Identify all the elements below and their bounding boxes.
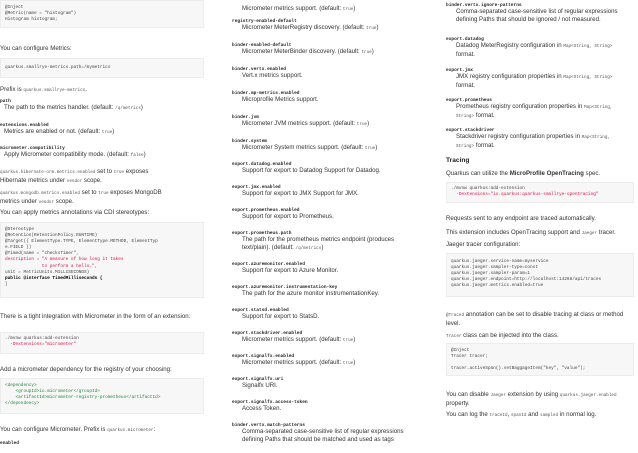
config-entry: export.stackdriver.enabled Micrometer metrics support. (default: true) [232,331,356,343]
config-entry: export.signalfx.access-token Access Token. [232,400,308,412]
config-entry: binder.mp-metrics.enabled Microprofile Metrics support. [232,91,319,103]
code-block-micrometer-extension: ./mvnw quarkus:add-extension -Dextensions="micrometer" [0,332,204,354]
code-block-jaeger-config: quarkus.jaeger.service-name=myservice quarkus.jaeger.sampler-type=const quarkus.jaeger.sampler-param=1 quarkus.jaeger.endpoint=http://localhost:14268/api/traces quarkus.jaeger.metrics.enabled=true [446,253,634,297]
micrometer-integration-text: There is a tight integration with Micrometer in the form of an extension: [0,313,191,320]
config-entry-stackdriver: export.stackdriver Stackdriver registry configuration properties in Map<String, String> format. [446,128,611,149]
mongodb-metrics-text: quarkus.mongodb.metrics.enabled set to true exposes MongoDB metrics under vendor scope. [0,189,162,205]
config-entry-datadog: export.datadog Datadog MeterRegistry configuration in Map<String, String> format. [446,37,613,58]
tracing-heading: Tracing [446,157,470,164]
config-entry-match-patterns: binder.vertx.match-patterns Comma-separated case-sensitive list of regular expressions defining Paths that should be matched and used as tags [232,423,404,443]
code-block-metrics-path: quarkus.smallrye-metrics.path=/mymetrics [0,58,204,78]
column-3 [446,0,634,453]
log-trace-ids-text: You can log the traceId, spanId and sampled in normal log. [446,411,597,418]
config-entry-path: path The path to the metrics handler. (default: /q/metrics) [0,99,143,111]
config-entry: export.datadog.enabled Support for export to Datadog Support for Datadog. [232,162,381,174]
configure-metrics-text: You can configure Metrics: [0,45,72,52]
jaeger-support-text: This extension includes OpenTracing support and Jaeger tracer. [446,229,616,236]
config-entry: export.azuremonitor.enabled Support for export to Azure Monitor. [232,262,339,274]
config-entry: export.signalfx.enabled Micrometer metrics support. (default: true) [232,354,356,366]
config-entry: export.signalfx.uri Signalfx URI. [232,377,284,389]
config-entry-ignore-patterns: binder.vertx.ignore-patterns Comma-separated case-sensitive list of regular expressions defining Paths that should be ignored / not measured. [446,3,618,23]
tracer-injection-text: Tracer class can be injected into the class. [446,332,559,339]
config-entry-jmx: export.jmx JMX registry configuration properties in Map<String, String> format. [446,68,613,89]
hibernate-metrics-text: quarkus.hibernate-orm.metrics.enabled set to true exposes Hibernate metrics under vendor scope. [0,168,149,184]
config-entry: export.statsd.enabled Support for export to StatsD. [232,308,320,320]
config-entry: binder-enabled-default Micrometer MeterBinder discovery. (default: true) [232,43,374,55]
config-entry: binder.vertx.enabled Vert.x metrics support. [232,67,303,79]
config-entry-extensions-enabled: extensions.enabled Metrics are enabled or not. (default: true) [0,123,115,135]
config-entry: binder.jvm Micrometer JVM metrics support. (default: true) [232,115,370,127]
code-block-histogram: @Inject @Metric(name = "histogram") Histogram histogram; [0,0,204,28]
config-desc-enabled: Micrometer metrics support. (default: true) [242,5,356,12]
jaeger-config-text: Jaeger tracer configuration: [446,241,521,248]
config-key-enabled: enabled [0,441,19,446]
tracing-intro-text: Quarkus can utilize the MicroProfile OpenTracing spec. [446,170,601,177]
configure-micrometer-text: You can configure Micrometer. Prefix is quarkus.micrometer: [0,426,156,433]
prefix-text: Prefix is quarkus.smallrye-metrics. [0,86,87,93]
config-entry-prometheus-path: export.prometheus.path The path for the prometheus metrics endpoint (produces text/plain). (default: /q/metrics) [232,231,395,251]
code-block-stereotype: @Stereotype @Retention(RetentionPolicy.RUNTIME) @Target({ ElementType.TYPE, ElementType.METHOD, ElementTyp e.FIELD }) @Timed(name = "checksTimer", description = "A measure of how long it takes to perform a hello.", unit = MetricUnits.MILLISECONDS) public @interface TimedMilliseconds { } [0,222,204,298]
disable-jaeger-text: You can disable Jaeger extension by using quarkus.jaeger.enabled property. [446,391,617,407]
column-2 [232,0,420,453]
column-1 [0,0,204,453]
config-entry: registry-enabled-default Micrometer MeterRegistry discovery. (default: true) [232,19,379,31]
config-entry: export.azuremonitor.instrumentation-key The path for the azure monitor instrumentationKey. [232,285,380,297]
code-block-dependency: <dependency> <groupId>io.micrometer</groupId> <artifactId>micrometer-registry-prometheus</artifactId> </dependency> [0,378,204,414]
code-block-opentracing-extension: ./mvnw quarkus:add-extension -Dextensions="io.quarkus:quarkus-smallrye-opentracing" [446,182,634,203]
code-block-tracer: @Inject Tracer tracer; tracer.activeSpan().setBaggageItem("key", "value"); [446,343,634,376]
traced-annotation-text: @Traced annotation can be set to disable tracing at class or method level. [446,311,624,327]
config-entry-micrometer-compatibility: micrometer.compatibility Apply Micrometer compatibility mode. (default: false) [0,146,146,158]
config-entry: export.prometheus.enabled Support for export to Prometheus. [232,208,334,220]
add-dependency-text: Add a micrometer dependency for the registry of your choosing: [0,366,172,373]
config-entry: binder.system Micrometer System metrics support. (default: true) [232,139,378,151]
cdi-stereotypes-text: You can apply metrics annotations via CDI stereotypes: [0,209,150,216]
requests-traced-text: Requests sent to any endpoint are traced automatically. [446,215,596,222]
config-entry: export.jmx.enabled Support for export to JMX Support for JMX. [232,185,359,197]
config-entry-prometheus: export.prometheus Prometheus registry configuration properties in Map<String, String> format. [446,98,613,119]
